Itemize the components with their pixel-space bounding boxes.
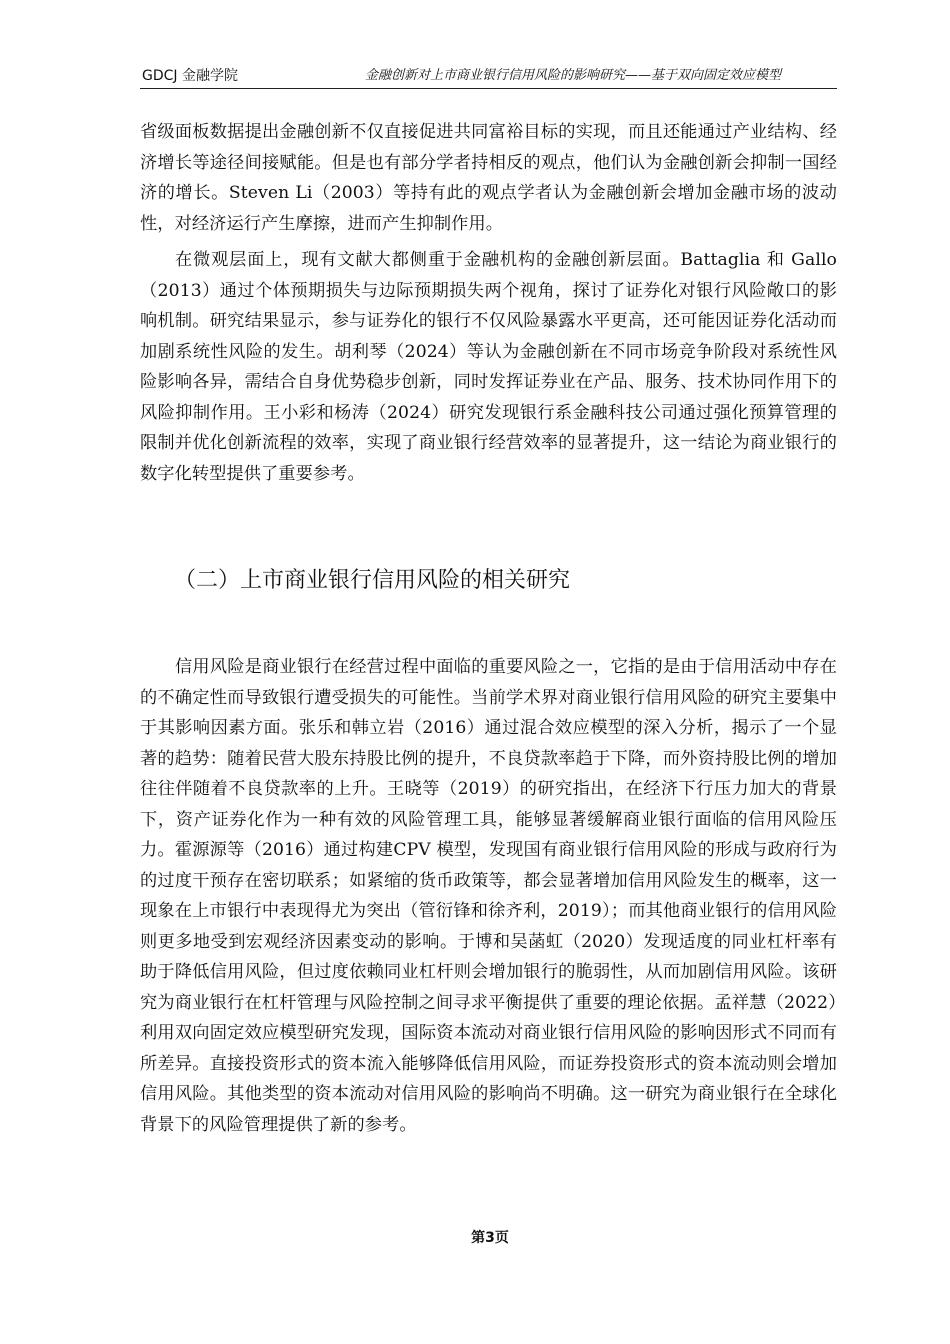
paragraph-1: 省级面板数据提出金融创新不仅直接促进共同富裕目标的实现，而且还能通过产业结构、经济增长等途径间接赋能。但是也有部分学者持相反的观点，他们认为金融创新会抑制一国经济的增长。Steven Li（2003）等持有此的观点学者认为金融创新会增加金融市场的波动性，对经济运行产生摩擦，进而产生抑制作用。 bbox=[140, 122, 837, 234]
running-header bbox=[140, 66, 837, 89]
header-paper-title: 金融创新对上市商业银行信用风险的影响研究——基于双向固定效应模型 bbox=[364, 68, 781, 83]
page-number: 第3页 bbox=[471, 1230, 509, 1246]
section-heading: （二）上市商业银行信用风险的相关研究 bbox=[174, 568, 571, 593]
paragraph-2: 在微观层面上，现有文献大都侧重于金融机构的金融创新层面。Battaglia 和 Gallo（2013）通过个体预期损失与边际预期损失两个视角，探讨了证券化对银行风险敞口的影响机制。研究结果显示，参与证券化的银行不仅风险暴露水平更高，还可能因证券化活动而加剧系统性风险的发生。胡利琴（2024）等认为金融创新在不同市场竞争阶段对系统性风险影响各异，需结合自身优势稳步创新，同时发挥证券业在产品、服务、技术协同作用下的风险抑制作用。王小彩和杨涛（2024）研究发现银行系金融科技公司通过强化预算管理的限制并优化创新流程的效率，实现了商业银行经营效率的显著提升，这一结论为商业银行的数字化转型提供了重要参考。 bbox=[140, 250, 837, 484]
paragraph-3: 信用风险是商业银行在经营过程中面临的重要风险之一，它指的是由于信用活动中存在的不确定性而导致银行遭受损失的可能性。当前学术界对商业银行信用风险的研究主要集中于其影响因素方面。张乐和韩立岩（2016）通过混合效应模型的深入分析，揭示了一个显著的趋势：随着民营大股东持股比例的提升，不良贷款率趋于下降，而外资持股比例的增加往往伴随着不良贷款率的上升。王晓等（2019）的研究指出，在经济下行压力加大的背景下，资产证券化作为一种有效的风险管理工具，能够显著缓解商业银行面临的信用风险压力。霍源源等（2016）通过构建CPV 模型，发现国有商业银行信用风险的形成与政府行为的过度干预存在密切联系；如紧缩的货币政策等，都会显著增加信用风险发生的概率，这一现象在上市银行中表现得尤为突出（管衍锋和徐齐利，2019）；而其他商业银行的信用风险则更多地受到宏观经济因素变动的影响。于博和吴菡虹（2020）发现适度的同业杠杆率有助于降低信用风险，但过度依赖同业杠杆则会增加银行的脆弱性，从而加剧信用风险。该研究为商业银行在杠杆管理与风险控制之间寻求平衡提供了重要的理论依据。孟祥慧（2022）利用双向固定效应模型研究发现，国际资本流动对商业银行信用风险的影响因形式不同而有所差异。直接投资形式的资本流入能够降低信用风险，而证券投资形式的资本流动则会增加信用风险。其他类型的资本流动对信用风险的影响尚不明确。这一研究为商业银行在全球化背景下的风险管理提供了新的参考。 bbox=[140, 657, 837, 1135]
header-institution: GDCJ 金融学院 bbox=[142, 68, 238, 84]
